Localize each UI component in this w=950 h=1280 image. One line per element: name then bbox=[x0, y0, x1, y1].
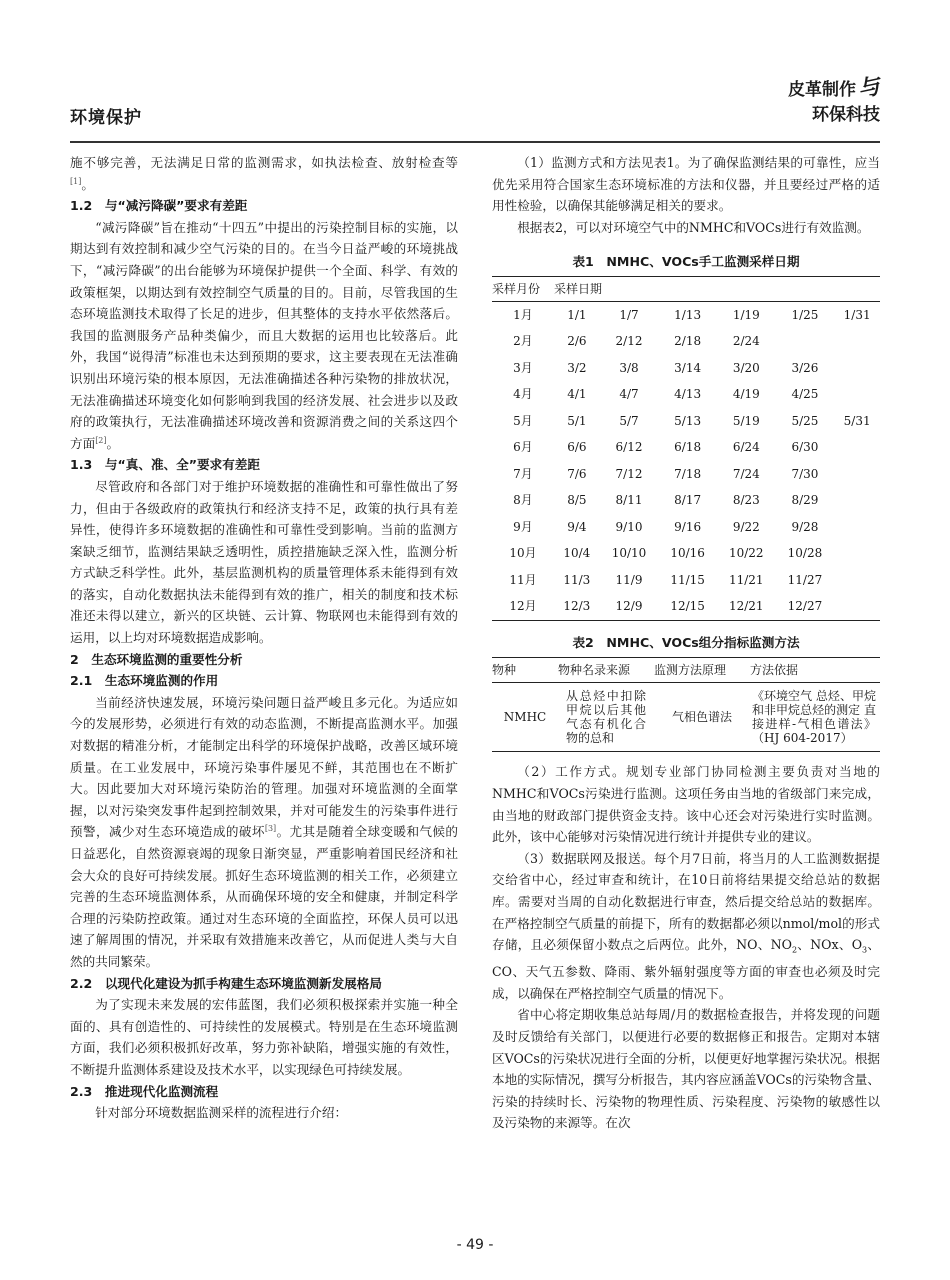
table1-cell-date: 12/3 bbox=[563, 599, 591, 614]
table-row bbox=[492, 683, 880, 752]
table-row bbox=[492, 594, 880, 621]
paragraph: 施不够完善，无法满足日常的监测需求，如执法检查、放射检查等[1]。 bbox=[70, 155, 458, 192]
section-heading-1-2: 1.2 与“减污降碳”要求有差距 bbox=[70, 198, 248, 214]
journal-brand bbox=[787, 73, 883, 128]
table1-cell-date: 9/28 bbox=[791, 519, 819, 534]
table1-cell-month: 12月 bbox=[509, 599, 537, 614]
table1-cell-date: 8/23 bbox=[732, 493, 760, 508]
brand-mark: 与 bbox=[855, 73, 883, 104]
table1-cell-date: 5/7 bbox=[619, 413, 639, 428]
table1-cell-date: 10/4 bbox=[563, 546, 591, 561]
table2-cell-species: NMHC bbox=[503, 710, 547, 725]
table2 bbox=[492, 657, 880, 752]
table-row bbox=[492, 355, 880, 382]
citation: [1] bbox=[70, 176, 82, 186]
table1-cell-date: 8/17 bbox=[674, 493, 702, 508]
table1-cell-date: 1/31 bbox=[843, 307, 871, 322]
table1-cell-date: 9/22 bbox=[732, 519, 760, 534]
table1-body bbox=[492, 302, 880, 621]
table1-cell-date bbox=[776, 329, 835, 356]
table1-cell-date: 3/14 bbox=[674, 360, 702, 375]
table1-cell-date: 10/22 bbox=[728, 546, 764, 561]
table-row bbox=[492, 329, 880, 356]
table1-cell-date: 5/19 bbox=[732, 413, 760, 428]
table2-cell-source: 从总烃中扣除甲烷以后其他气态有机化合物的总和 bbox=[566, 689, 646, 746]
table-row bbox=[492, 382, 880, 409]
section-heading-2-1: 2.1 生态环境监测的作用 bbox=[70, 673, 219, 689]
table-row bbox=[492, 461, 880, 488]
table1-cell-date: 2/18 bbox=[674, 334, 702, 349]
table1-cell-date: 8/29 bbox=[791, 493, 819, 508]
paragraph: 根据表2，可以对环境空气中的NMHC和VOCs进行有效监测。 bbox=[517, 219, 870, 235]
table1-cell-date: 12/27 bbox=[787, 599, 823, 614]
page-number: - 49 - bbox=[456, 1237, 494, 1253]
table1-cell-month: 11月 bbox=[509, 572, 537, 587]
table1-cell-date: 8/11 bbox=[615, 493, 643, 508]
table1-cell-date bbox=[834, 541, 880, 568]
table1-header-month: 采样月份 bbox=[492, 277, 554, 302]
table1-cell-month: 4月 bbox=[513, 387, 533, 402]
paragraph: （3）数据联网及报送。每个月7日前，将当月的人工监测数据提交给省中心，经过审查和统计，在10日前将结果提交给总站的数据库。需要对当周的自动化数据进行审查，然后提交给总站的数据库。在严格控制空气质量的前提下，所有的数据都必须以nmol/mol的形式存储，且必须保留小数点之后两位。此外，NO、$NO_2$、NOx、$O_3$、CO、天气五参数、降雨、紫外辐射强度等方面的审查也必须及时完成，以确保在严格控制空气质量的情况下。 bbox=[492, 850, 880, 1001]
table1-cell-date bbox=[834, 435, 880, 462]
citation: [2] bbox=[95, 435, 107, 445]
table1-cell-month: 2月 bbox=[513, 334, 533, 349]
paragraph: （2）工作方式。规划专业部门协同检测主要负责对当地的NMHC和VOCs污染进行监测。这项任务由当地的省级部门来完成，由当地的财政部门提供资金支持。该中心还会对污染进行实时监测。此外，该中心能够对污染情况进行统计并提供专业的建议。 bbox=[492, 764, 880, 845]
table1-cell-date: 9/16 bbox=[674, 519, 702, 534]
table1-cell-date: 12/15 bbox=[670, 599, 705, 614]
table-row bbox=[492, 541, 880, 568]
section-heading-2-2: 2.2 以现代化建设为抓手构建生态环境监测新发展格局 bbox=[70, 975, 382, 991]
left-column bbox=[70, 152, 458, 1124]
table1-cell-date: 3/8 bbox=[619, 360, 639, 375]
paragraph: 针对部分环境数据监测采样的流程进行介绍： bbox=[95, 1105, 348, 1121]
table1-cell-month: 7月 bbox=[513, 466, 533, 481]
table-row bbox=[492, 514, 880, 541]
table1-cell-month: 6月 bbox=[513, 440, 533, 455]
table1-cell-date: 5/13 bbox=[674, 413, 702, 428]
table1-cell-date: 6/6 bbox=[567, 440, 587, 455]
table2-header-basis: 方法依据 bbox=[750, 658, 880, 683]
table1-cell-date: 2/24 bbox=[732, 334, 760, 349]
table1-cell-date: 10/10 bbox=[611, 546, 647, 561]
table1-cell-date: 11/9 bbox=[615, 572, 643, 587]
table1-cell-date: 2/6 bbox=[567, 334, 587, 349]
table1-cell-date bbox=[834, 514, 880, 541]
table1-cell-date: 12/9 bbox=[615, 599, 643, 614]
table1-cell-month: 9月 bbox=[513, 519, 533, 534]
table1-cell-date: 11/3 bbox=[563, 572, 591, 587]
table1-cell-date: 1/19 bbox=[732, 307, 760, 322]
paragraph: （1）监测方式和方法见表1。为了确保监测结果的可靠性，应当优先采用符合国家生态环境标准的方法和仪器，并且要经过严格的适用性检验，以确保其能够满足相关的要求。 bbox=[492, 155, 880, 214]
table1-cell-date: 4/7 bbox=[619, 387, 639, 402]
table1-cell-date: 4/19 bbox=[732, 387, 760, 402]
table1-cell-date: 1/1 bbox=[567, 307, 587, 322]
table-row bbox=[492, 302, 880, 329]
table1-cell-date: 11/15 bbox=[670, 572, 705, 587]
section-heading-2: 2 生态环境监测的重要性分析 bbox=[70, 651, 243, 667]
table1-cell-date: 3/2 bbox=[567, 360, 587, 375]
table1-cell-date: 5/1 bbox=[567, 413, 587, 428]
table-row bbox=[492, 488, 880, 515]
table1-cell-date: 10/28 bbox=[787, 546, 823, 561]
table1-cell-date: 12/21 bbox=[728, 599, 764, 614]
table1-header-dates: 采样日期 bbox=[554, 277, 880, 302]
table1-cell-date: 2/12 bbox=[615, 334, 643, 349]
table1-cell-date: 9/10 bbox=[615, 519, 643, 534]
table1-cell-date: 5/31 bbox=[843, 413, 871, 428]
table2-header-principle: 监测方法原理 bbox=[654, 658, 750, 683]
table1-cell-date: 7/6 bbox=[567, 466, 587, 481]
table1-cell-date: 7/18 bbox=[674, 466, 702, 481]
section-heading-2-3: 2.3 推进现代化监测流程 bbox=[70, 1083, 219, 1099]
table1-cell-month: 5月 bbox=[513, 413, 533, 428]
right-column bbox=[492, 152, 880, 1134]
table1-cell-date bbox=[834, 329, 880, 356]
table1-cell-date: 1/25 bbox=[791, 307, 819, 322]
table1-cell-date bbox=[834, 461, 880, 488]
table1-cell-date bbox=[834, 488, 880, 515]
table2-header-source: 物种名录来源 bbox=[558, 658, 654, 683]
table1-cell-date bbox=[834, 355, 880, 382]
table-row bbox=[492, 567, 880, 594]
paragraph: 当前经济快速发展，环境污染问题日益严峻且多元化。为适应如今的发展形势，必须进行有效的动态监测，不断提高监测水平。加强对数据的精准分析，才能制定出科学的环境保护战略，改善区域环境质量。在工业发展中，环境污染事件屡见不鲜，其范围也在不断扩大。因此要加大对环境污染防治的管理。加强对环境监测的全面掌握，以对污染突发事件起到控制效果，并对可能发生的污染事件进行预警，减少对生态环境造成的破坏[3]。尤其是随着全球变暖和气候的日益恶化，自然资源衰竭的现象日渐突显，严重影响着国民经济和社会大众的良好可持续发展。抓好生态环境监测的相关工作，必须建立完善的生态环境监测体系，从而确保环境的安全和健康，并制定科学合理的污染防控政策。通过对生态环境的全面监控，环保人员可以迅速了解周围的情况，并采取有效措施来改善它，从而促进人类与大自然的共同繁荣。 bbox=[70, 694, 459, 969]
table1-cell-date: 4/25 bbox=[791, 387, 819, 402]
table1-cell-month: 1月 bbox=[513, 307, 533, 322]
paragraph: 省中心将定期收集总站每周/月的数据检查报告，并将发现的问题及时反馈给有关部门，以便进行必要的数据修正和报告。定期对本辖区VOCs的污染状况进行全面的分析，以便更好地掌握污染状况。根据本地的实际情况，撰写分析报告，其内容应涵盖VOCs的污染物含量、污染的持续时长、污染物的物理性质、污染程度、污染物的敏感性以及污染物的来源等。在次 bbox=[492, 1007, 880, 1131]
table2-header-species: 物种 bbox=[492, 658, 558, 683]
table1-cell-date: 7/30 bbox=[791, 466, 819, 481]
header-rule bbox=[70, 141, 880, 143]
table1-cell-date: 6/18 bbox=[674, 440, 702, 455]
table1-cell-date: 4/13 bbox=[674, 387, 702, 402]
table1-cell-date: 3/26 bbox=[791, 360, 819, 375]
table1-cell-date: 1/13 bbox=[674, 307, 702, 322]
table1-cell-date: 6/12 bbox=[615, 440, 643, 455]
table2-cell-basis: 《环境空气 总烃、甲烷和非甲烷总烃的测定 直接进样-气相色谱法》（HJ 604-2017） bbox=[752, 689, 876, 746]
table1-cell-month: 3月 bbox=[513, 360, 533, 375]
journal-section-title: 环境保护 bbox=[70, 108, 142, 128]
table2-cell-principle: 气相色谱法 bbox=[671, 710, 732, 725]
table1-cell-date: 6/24 bbox=[732, 440, 760, 455]
table1-cell-date: 9/4 bbox=[567, 519, 587, 534]
table-row bbox=[492, 435, 880, 462]
brand-line-2: 环保科技 bbox=[812, 105, 880, 125]
table1-cell-date: 1/7 bbox=[619, 307, 639, 322]
brand-line-1: 皮革制作 bbox=[787, 80, 856, 100]
table1 bbox=[492, 276, 880, 621]
table1-cell-date: 11/21 bbox=[728, 572, 764, 587]
table1-caption: 表1 NMHC、VOCs手工监测采样日期 bbox=[572, 254, 800, 270]
table1-cell-date: 10/16 bbox=[670, 546, 705, 561]
table1-cell-date: 6/30 bbox=[791, 440, 819, 455]
paragraph: 为了实现未来发展的宏伟蓝图，我们必须积极探索并实施一种全面的、具有创造性的、可持续性的发展模式。特别是在生态环境监测方面，我们必须积极抓好改革，努力弥补缺陷，增强实施的有效性，不断提升监测体系建设及技术水平，以实现绿色可持续发展。 bbox=[70, 997, 458, 1077]
table1-cell-date: 4/1 bbox=[567, 387, 587, 402]
table1-cell-date bbox=[834, 594, 880, 621]
table1-cell-date: 5/25 bbox=[791, 413, 819, 428]
table1-cell-month: 10月 bbox=[509, 546, 537, 561]
table1-cell-date bbox=[834, 382, 880, 409]
table1-cell-month: 8月 bbox=[513, 493, 533, 508]
table2-caption: 表2 NMHC、VOCs组分指标监测方法 bbox=[572, 635, 800, 651]
table-row bbox=[492, 408, 880, 435]
table1-cell-date: 7/12 bbox=[615, 466, 643, 481]
paragraph: 尽管政府和各部门对于维护环境数据的准确性和可靠性做出了努力，但由于各级政府的政策执行和经济支持不足，政策的执行具有差异性，使得许多环境数据的准确性和可靠性受到影响。当前的监测方案缺乏细节，监测结果缺乏透明性，质控措施缺乏深入性，监测分析方式缺乏科学性。此外，基层监测机构的质量管理体系未能得到有效的落实，自动化数据执法未能得到有效的推广，相关的制度和技术标准还未得以建立，新兴的区块链、云计算、物联网也未能得到有效的运用，以上均对环境数据造成影响。 bbox=[70, 478, 458, 646]
table1-cell-date: 3/20 bbox=[732, 360, 760, 375]
table1-cell-date: 11/27 bbox=[787, 572, 823, 587]
table1-cell-date: 8/5 bbox=[567, 493, 587, 508]
citation: [3] bbox=[264, 824, 277, 834]
table1-cell-date: 7/24 bbox=[732, 466, 760, 481]
section-heading-1-3: 1.3 与“真、准、全”要求有差距 bbox=[70, 457, 260, 473]
paragraph: “减污降碳”旨在推动“十四五”中提出的污染控制目标的实施，以期达到有效控制和减少空气污染的目的。在当今日益严峻的环境挑战下，“减污降碳”的出台能够为环境保护提供一个全面、科学、有效的政策框架，以期达到有效控制空气质量的目的。目前，尽管我国的生态环境监测技术取得了长足的进步，但其整体的支持水平依然落后。我国的监测服务产品种类偏少，而且大数据的运用也比较落后。此外，我国“说得清”标准也未达到预期的要求，这主要表现在无法准确识别出环境污染的根本原因，无法准确描述各种污染物的排放状况，无法准确描述环境变化如何影响到我国的经济发展、社会进步以及政府的政策执行，无法准确描述环境改善和资源消费之间的关系这四个方面[2]。 bbox=[70, 219, 458, 451]
table1-cell-date bbox=[834, 567, 880, 594]
